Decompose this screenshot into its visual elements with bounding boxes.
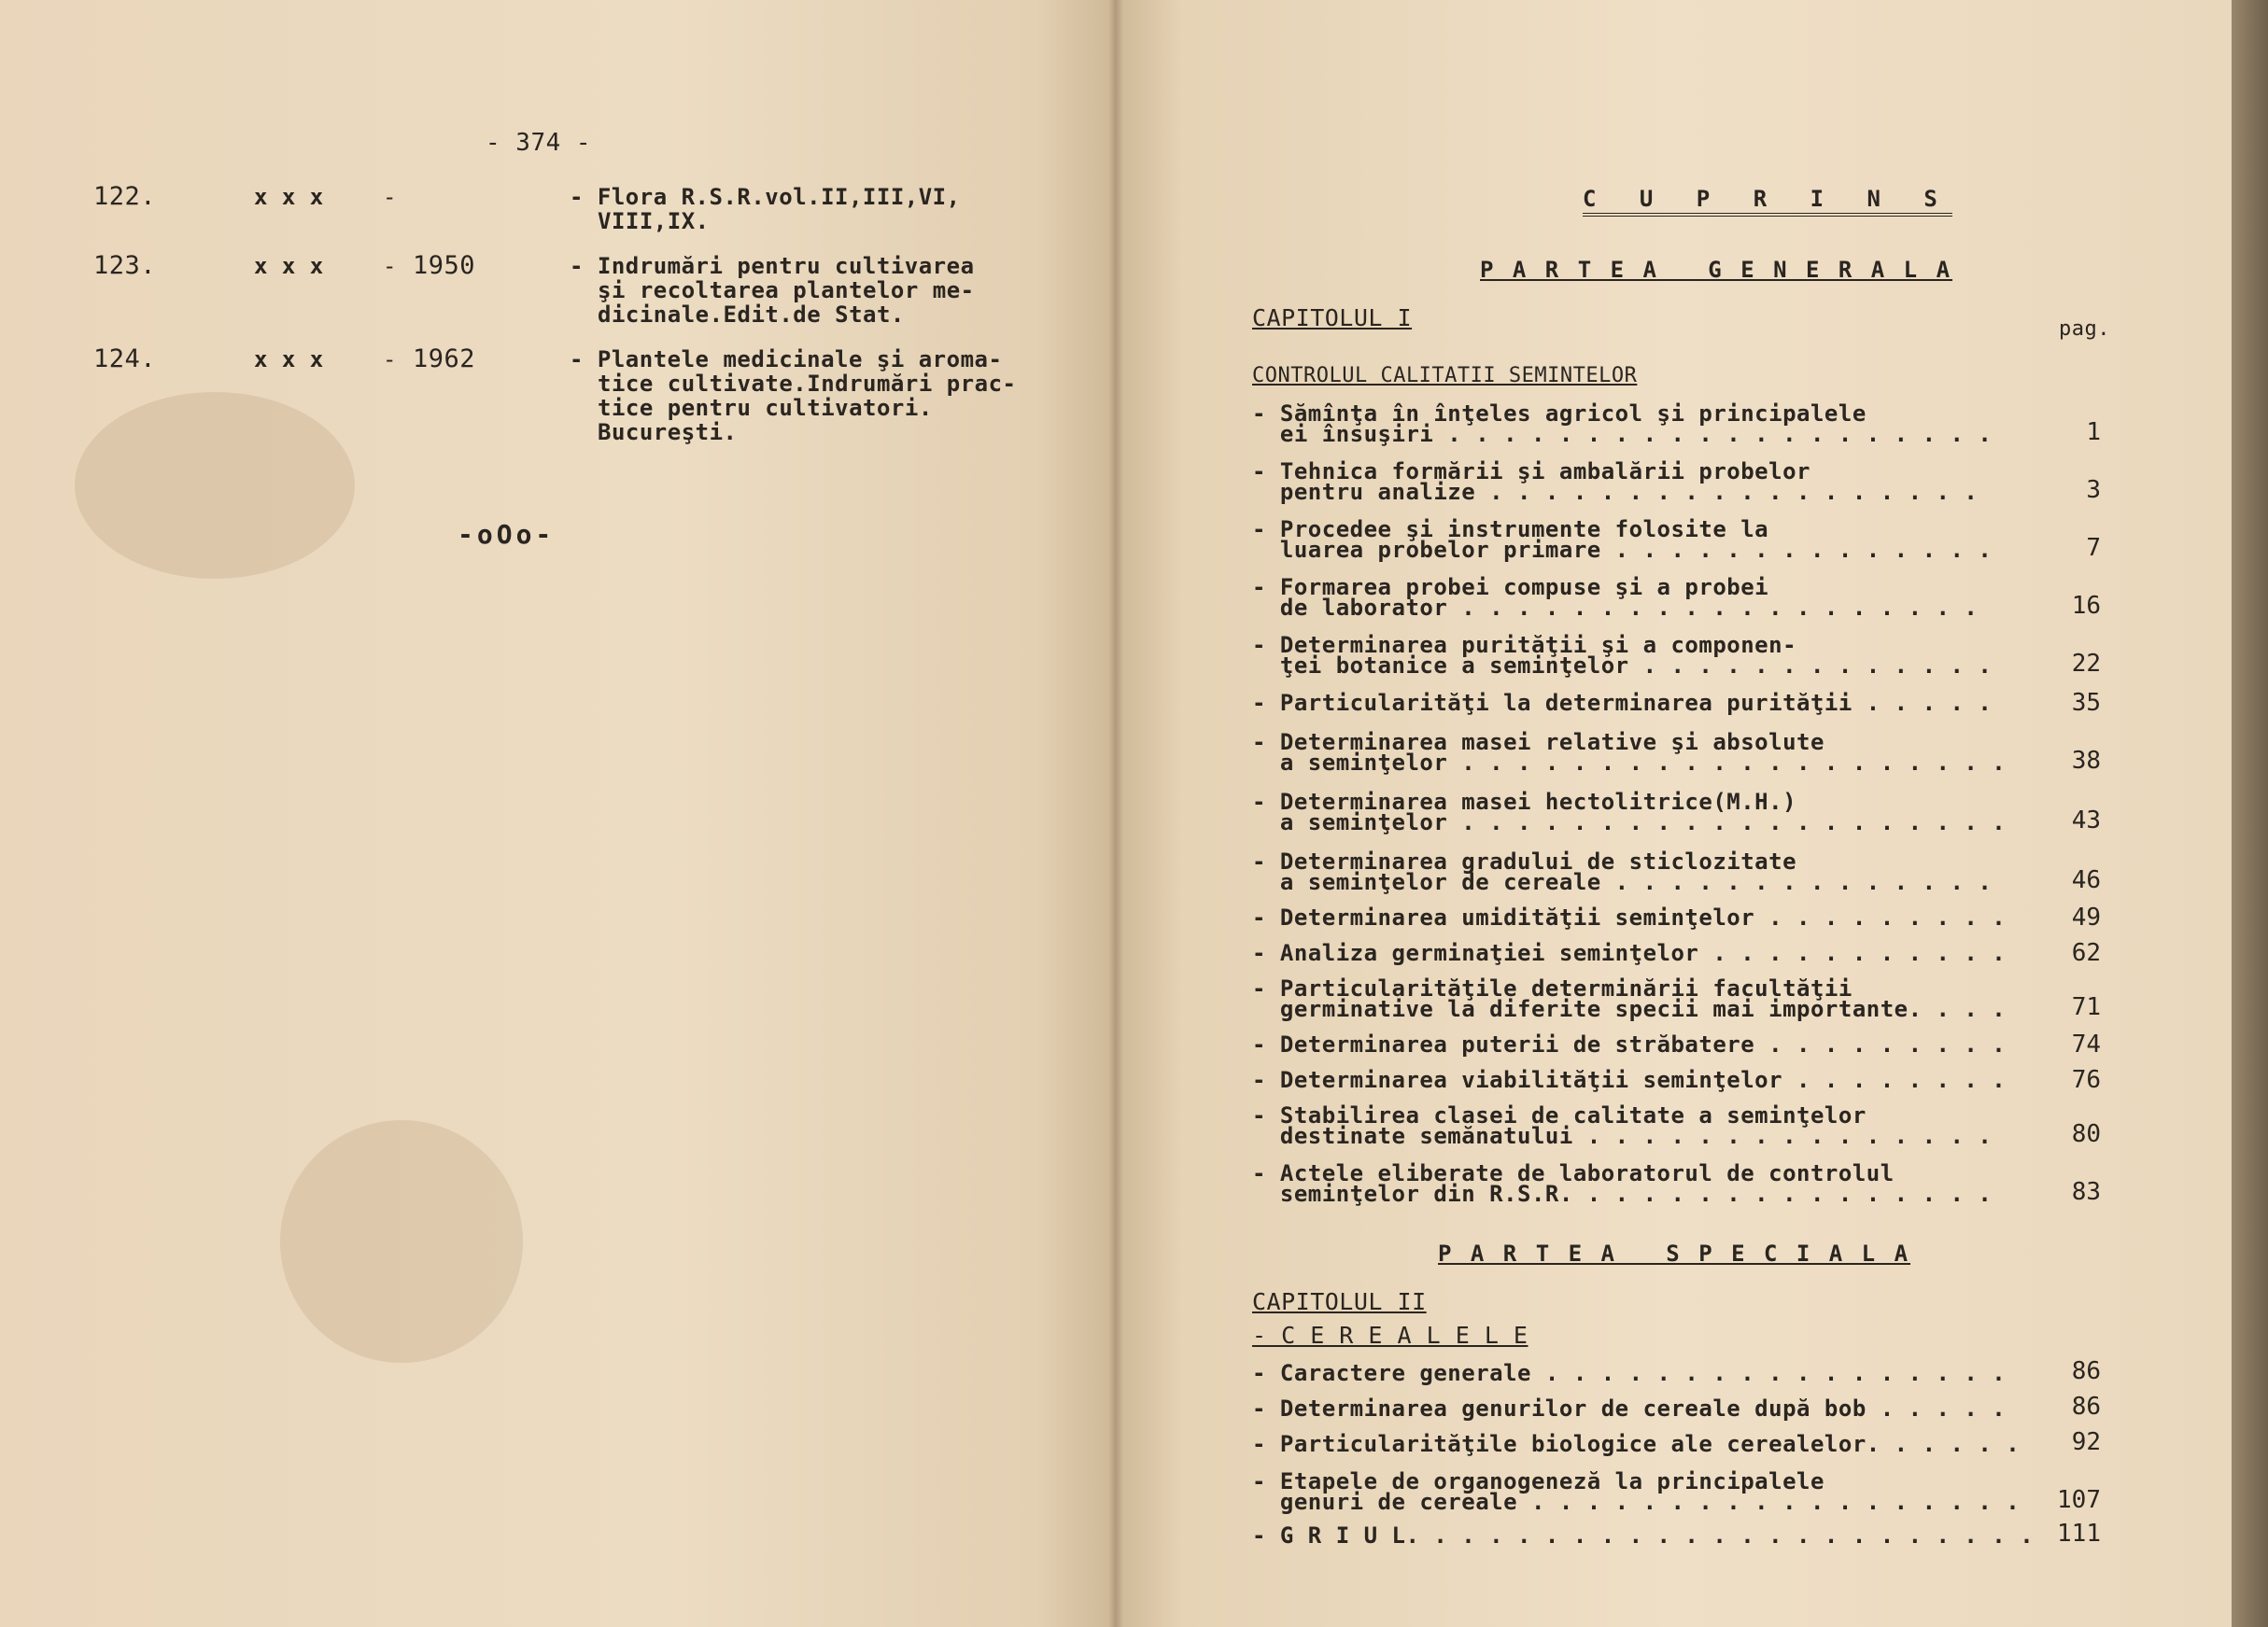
ref-number: 124. [93,344,157,373]
right-page [1116,0,2232,1627]
ref-author: x x x [254,346,324,372]
ref-dash: - [383,184,397,210]
toc-entry-line: - Particularităţile determinării facultăţii [1252,975,1852,1002]
section-heading: CONTROLUL CALITATII SEMINTELOR [1252,364,1638,387]
ref-title-line: VIII,IX. [598,208,710,234]
toc-page-number: 80 [2071,1120,2101,1148]
toc-entry-line: - Determinarea puterii de străbatere . . . . . . . . . [1252,1031,2007,1058]
toc-entry-line: - Determinarea genurilor de cereale după bob . . . . . [1252,1396,2007,1422]
toc-entry-line: - Sămînţa în înţeles agricol şi principalele [1252,400,1867,427]
toc-entry-line: ei însuşiri . . . . . . . . . . . . . . . . . . . . [1252,421,1993,447]
toc-entry-line: genuri de cereale . . . . . . . . . . . . . . . . . . [1252,1489,2021,1515]
toc-entry-line: - Determinarea umidităţii seminţelor . . . . . . . . . [1252,905,2007,931]
ref-number: 123. [93,251,157,280]
toc-entry-line: ţei botanice a seminţelor . . . . . . . . . . . . . [1252,652,1993,679]
toc-entry-line: destinate semănatului . . . . . . . . . . . . . . . [1252,1123,1993,1149]
toc-entry-line: - Particularităţile biologice ale cerealelor. . . . . . [1252,1431,2021,1457]
page-edge [2232,0,2268,1627]
ref-year: 1962 [413,344,476,373]
part-heading-general: P A R T E A G E N E R A L A [1480,257,1953,283]
toc-entry-line: a seminţelor . . . . . . . . . . . . . . . . . . . . [1252,750,2007,776]
toc-page-number: 86 [2071,1393,2101,1421]
ref-title-line: - Flora R.S.R.vol.II,III,VI, [570,184,961,210]
toc-entry-line: seminţelor din R.S.R. . . . . . . . . . . . . . . . [1252,1181,1993,1207]
ref-title-line: dicinale.Edit.de Stat. [598,302,905,328]
ref-title-line: tice cultivate.Indrumări prac- [598,371,1017,397]
chapter-heading: CAPITOLUL I [1252,304,1413,331]
toc-page-number: 92 [2071,1428,2101,1456]
toc-title: C U P R I N S [1583,187,1952,217]
section-heading: - C E R E A L E L E [1252,1322,1528,1349]
toc-entry-line: a seminţelor . . . . . . . . . . . . . . . . . . . . [1252,809,2007,835]
toc-entry-line: - Determinarea viabilităţii seminţelor . . . . . . . . [1252,1067,2007,1093]
toc-page-number: 46 [2071,866,2101,894]
toc-entry-line: germinative la diferite specii mai importante. . . . [1252,996,2007,1022]
toc-page-number: 62 [2071,939,2101,967]
ref-number: 122. [93,182,157,211]
page-number: - 374 - [486,129,592,157]
toc-entry-line: pentru analize . . . . . . . . . . . . . . . . . . [1252,479,1979,505]
chapter-heading: CAPITOLUL II [1252,1288,1427,1315]
toc-page-number: 86 [2071,1357,2101,1385]
toc-page-number: 35 [2071,689,2101,717]
ref-year: 1950 [413,251,476,280]
ref-title-line: tice pentru cultivatori. [598,395,933,421]
toc-page-number: 111 [2057,1520,2101,1548]
ref-dash: - [383,253,397,279]
toc-page-number: 107 [2057,1486,2101,1514]
ref-author: x x x [254,184,324,210]
toc-page-number: 74 [2071,1031,2101,1059]
book-gutter [1108,0,1123,1627]
toc-entry-line: - Stabilirea clasei de calitate a seminţelor [1252,1102,1867,1129]
toc-entry-line: - Analiza germinaţiei seminţelor . . . . . . . . . . . [1252,940,2007,966]
toc-page-number: 16 [2071,592,2101,620]
toc-page-number: 83 [2071,1178,2101,1206]
toc-entry-line: - Procedee şi instrumente folosite la [1252,516,1769,542]
ref-title-line: - Indrumări pentru cultivarea [570,253,975,279]
paper-stain [280,1120,523,1363]
ref-dash: - [383,346,397,372]
toc-entry-line: a seminţelor de cereale . . . . . . . . . . . . . . [1252,869,1993,895]
toc-entry-line: - Tehnica formării şi ambalării probelor [1252,458,1810,484]
toc-entry-line: - Determinarea purităţii şi a componen- [1252,632,1797,658]
toc-entry-line: - G R I U L. . . . . . . . . . . . . . . . . . . . . . . [1252,1522,2035,1549]
toc-entry-line: luarea probelor primare . . . . . . . . . . . . . . [1252,537,1993,563]
toc-page-number: 49 [2071,904,2101,932]
toc-entry-line: - Actele eliberate de laboratorul de controlul [1252,1160,1895,1186]
part-heading-special: P A R T E A S P E C I A L A [1438,1241,1911,1267]
toc-page-number: 38 [2071,747,2101,775]
toc-page-number: 43 [2071,806,2101,835]
ref-title-line: şi recoltarea plantelor me- [598,277,975,303]
pag-label: pag. [2059,317,2110,341]
toc-page-number: 76 [2071,1066,2101,1094]
toc-entry-line: - Determinarea gradului de sticlozitate [1252,849,1797,875]
toc-page-number: 22 [2071,650,2101,678]
toc-page-number: 71 [2071,993,2101,1021]
ref-author: x x x [254,253,324,279]
ref-title-line: - Plantele medicinale şi aroma- [570,346,1003,372]
toc-entry-line: - Caractere generale . . . . . . . . . . . . . . . . . [1252,1360,2007,1386]
ref-title-line: Bucureşti. [598,419,738,445]
toc-entry-line: - Etapele de organogeneză la principalele [1252,1468,1824,1494]
toc-page-number: 3 [2086,476,2101,504]
toc-entry-line: - Particularităţi la determinarea purităţii . . . . . [1252,690,1993,716]
left-page [0,0,1116,1627]
toc-entry-line: - Determinarea masei relative şi absolute [1252,729,1824,755]
toc-entry-line: de laborator . . . . . . . . . . . . . . . . . . . [1252,595,1979,621]
toc-entry-line: - Determinarea masei hectolitrice(M.H.) [1252,789,1797,815]
toc-entry-line: - Formarea probei compuse şi a probei [1252,574,1769,600]
paper-stain [75,392,355,579]
toc-page-number: 1 [2086,418,2101,446]
end-mark: -oOo- [458,519,556,550]
toc-page-number: 7 [2086,534,2101,562]
